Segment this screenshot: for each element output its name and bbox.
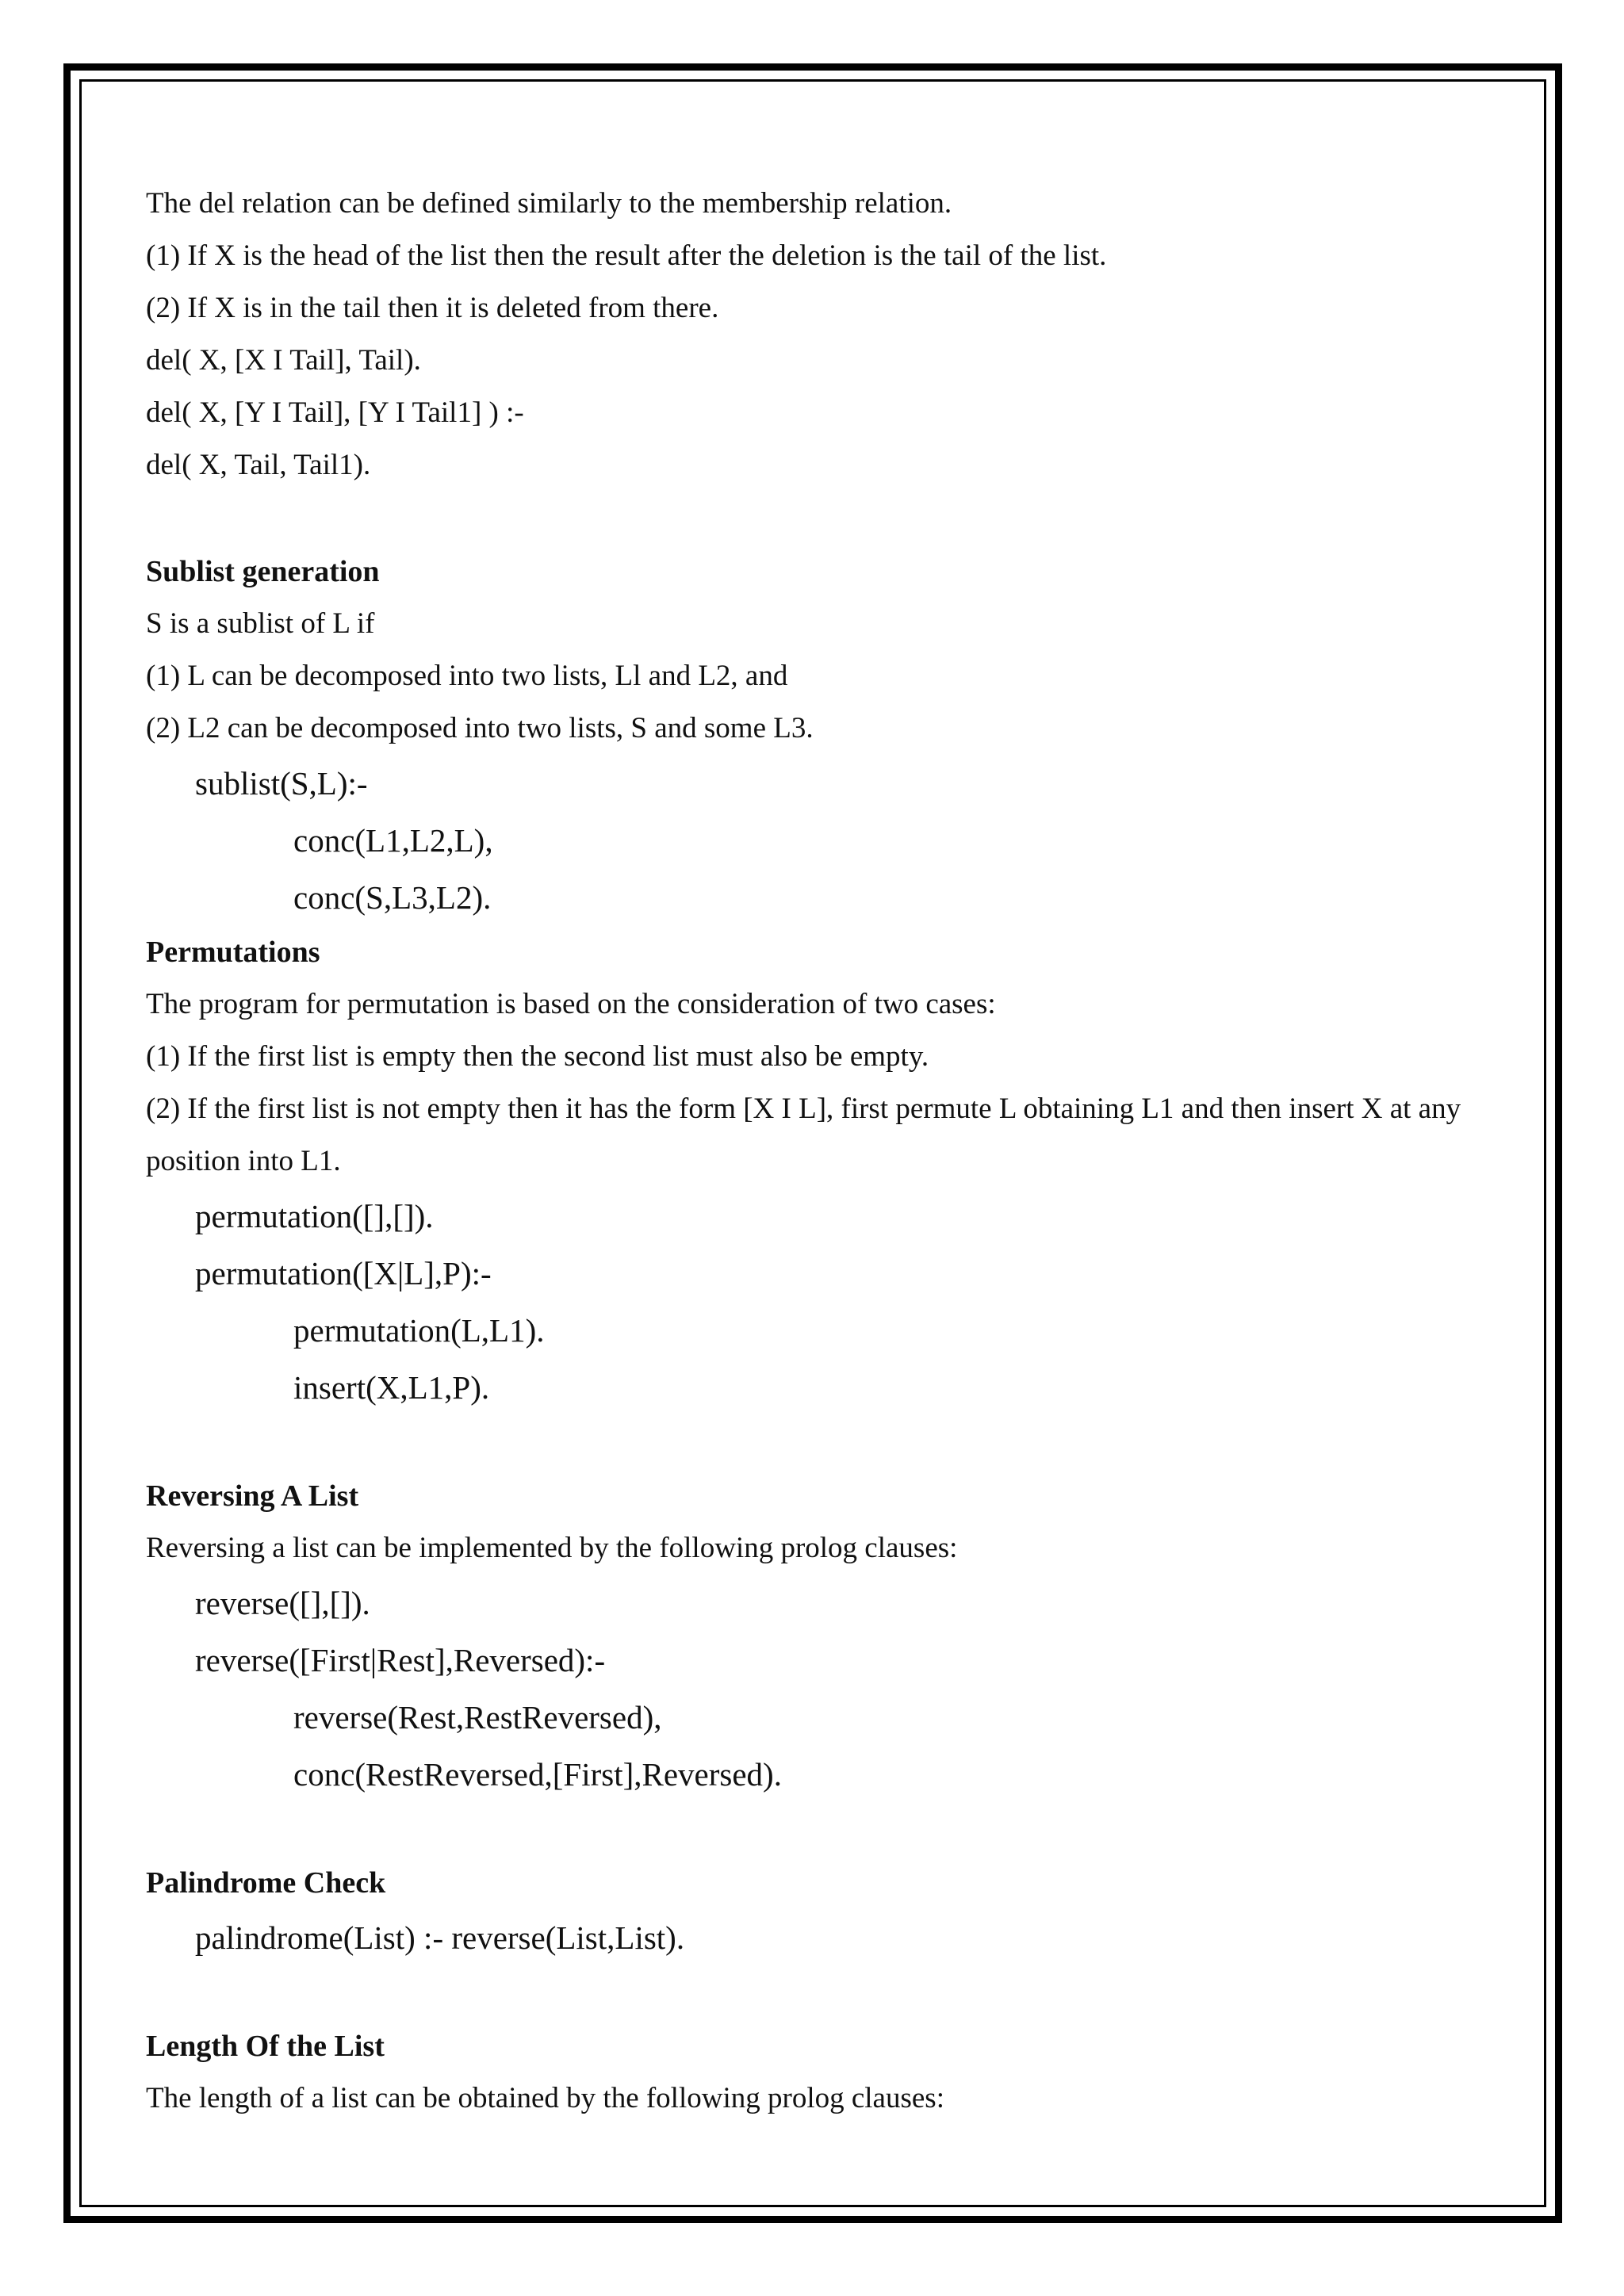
reverse-code-1: reverse([],[]). <box>195 1585 370 1621</box>
del-rule-1: (1) If X is the head of the list then the result after the deletion is the tail of the list. <box>146 239 1107 272</box>
del-code-1: del( X, [X I Tail], Tail). <box>146 344 421 377</box>
permutation-code-2: permutation([X|L],P):- <box>195 1255 492 1292</box>
sublist-code-3: conc(S,L3,L2). <box>293 879 492 916</box>
del-intro: The del relation can be defined similarly to the membership relation. <box>146 187 952 220</box>
sublist-code-1: sublist(S,L):- <box>195 765 368 802</box>
permutation-rule-1: (1) If the first list is empty then the second list must also be empty. <box>146 1040 929 1073</box>
sublist-code-2: conc(L1,L2,L), <box>293 822 493 859</box>
document-body <box>146 178 1510 2125</box>
spacer <box>146 1966 1510 2020</box>
reverse-heading: Reversing A List <box>146 1479 359 1513</box>
length-intro: The length of a list can be obtained by the following prolog clauses: <box>146 2082 944 2114</box>
spacer <box>146 1416 1510 1470</box>
reverse-code-4: conc(RestReversed,[First],Reversed). <box>293 1756 782 1793</box>
length-heading: Length Of the List <box>146 2030 385 2063</box>
palindrome-heading: Palindrome Check <box>146 1866 386 1900</box>
del-rule-2: (2) If X is in the tail then it is deleted from there. <box>146 292 719 324</box>
permutation-rule-2b: position into L1. <box>146 1145 341 1177</box>
sublist-rule-1: (1) L can be decomposed into two lists, Ll and L2, and <box>146 660 788 692</box>
reverse-code-3: reverse(Rest,RestReversed), <box>293 1699 662 1735</box>
permutation-code-3: permutation(L,L1). <box>293 1312 545 1349</box>
permutation-code-4: insert(X,L1,P). <box>293 1369 490 1406</box>
sublist-rule-2: (2) L2 can be decomposed into two lists, S and some L3. <box>146 712 814 744</box>
permutation-heading: Permutations <box>146 936 320 969</box>
sublist-intro: S is a sublist of L if <box>146 607 375 640</box>
del-code-3: del( X, Tail, Tail1). <box>146 449 371 481</box>
spacer <box>146 492 1510 545</box>
palindrome-code-1: palindrome(List) :- reverse(List,List). <box>195 1919 685 1956</box>
reverse-intro: Reversing a list can be implemented by the following prolog clauses: <box>146 1532 958 1564</box>
del-code-2: del( X, [Y I Tail], [Y I Tail1] ) :- <box>146 396 524 429</box>
permutation-rule-2a: (2) If the first list is not empty then it has the form [X I L], first permute L obtaining L1 and then insert X at any <box>146 1093 1461 1125</box>
spacer <box>146 1803 1510 1857</box>
permutation-code-1: permutation([],[]). <box>195 1198 434 1234</box>
sublist-heading: Sublist generation <box>146 555 380 588</box>
permutation-intro: The program for permutation is based on the consideration of two cases: <box>146 988 996 1020</box>
reverse-code-2: reverse([First|Rest],Reversed):- <box>195 1642 606 1678</box>
